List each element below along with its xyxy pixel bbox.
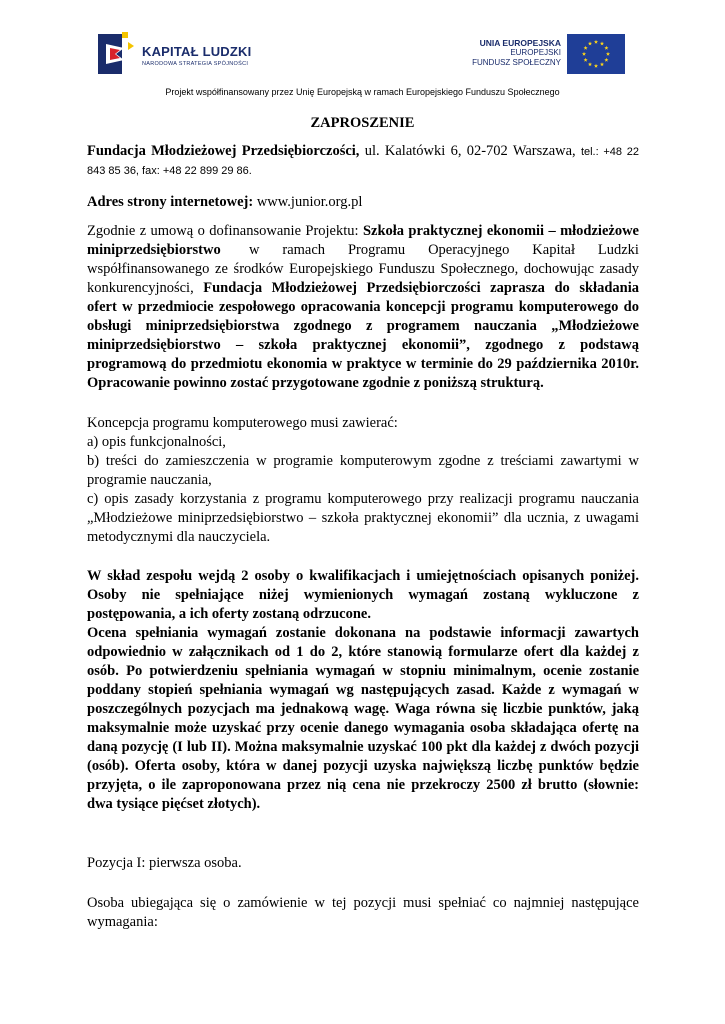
team-line-4: Ocena spełniania wymagań zostanie dokonana na podstawie informacji zawartych [87,625,639,641]
kapital-ludzki-emblem-icon [98,30,134,76]
website-url: www.junior.org.pl [253,194,363,210]
organization-name: Fundacja Młodzieżowej Przedsiębiorczości, [87,143,360,159]
intro-line-3: współfinansowanego ze środków Europejskiego Funduszu Społecznego, dochowując zasady [87,261,639,277]
team-line-1: W skład zespołu wejdą 2 osoby o kwalifikacjach i umiejętnościach opisanych poniżej. [87,568,639,584]
team-line-5: odpowiednio w załącznikach od 1 do 2, które stanowią formularze ofert dla każdej z [87,644,639,660]
intro-text-4: konkurencyjności, [87,280,204,296]
concept-item-b: b) treści do zamieszczenia w programie komputerowym zgodne z treściami zawartymi w [87,453,639,469]
position-1-line-2: wymagania: [87,914,158,930]
intro-program-word: Kapitał [532,242,575,258]
organization-line-1 [87,142,639,162]
intro-program-word: ramach [282,242,326,258]
intro-line-6: obsługi miniprzedsiębiorstwa zgodnego z programem nauczania „Młodzieżowe [87,318,639,334]
intro-paragraph [87,222,639,393]
team-line-8: poszczególnych pozycjach ma jednakową wagę. Waga równa się liczbie punktów, jaką [87,701,639,717]
organization-phone-fax: 843 85 36, fax: +48 22 899 29 86. [87,165,252,177]
team-paragraph [87,567,639,814]
intro-line-1 [87,222,639,241]
position-1-paragraph [87,894,639,932]
team-line-9: maksymalnie może uzyskać przy ocenie danego wymagania osoba składająca ofertę na [87,720,639,736]
cofinancing-note: Projekt współfinansowany przez Unię Europejską w ramach Europejskiego Funduszu Społecznego [165,87,560,97]
eu-logo-line1: UNIA EUROPEJSKA [479,38,561,48]
intro-program-word: Operacyjnego [428,242,510,258]
position-1-heading: Pozycja I: pierwsza osoba. [87,855,242,871]
team-line-2: Osoby nie spełniające niżej wymienionych wymagań zostaną wykluczone z [87,587,639,603]
team-line-6: osób. Po potwierdzeniu spełniania wymagań w stopniu minimalnym, ocenie zostanie [87,663,639,679]
project-name: Szkoła praktycznej ekonomii – młodzieżowe [362,223,639,239]
intro-program [249,241,639,260]
team-line-3: postępowania, a ich oferty zostaną odrzucone. [87,606,371,622]
website-label: Adres strony internetowej: [87,194,254,210]
concept-item-c-end: metodycznymi dla nauczyciela. [87,529,271,545]
team-line-10: daną pozycję (I lub II). Można maksymalnie uzyskać 100 pkt dla każdej z dwóch pozycji [87,739,639,755]
intro-line-4 [87,279,639,298]
team-line-13: dwa tysiące pięćset złotych). [87,796,261,812]
intro-line-5: ofert w przedmiocie zespołowego opracowania koncepcji programu komputerowego do [87,299,639,315]
eu-logo-line2: EUROPEJSKI [510,48,561,57]
eu-logo-text [472,38,561,68]
eu-flag-icon [567,34,625,74]
organization-block [87,142,639,181]
intro-line-7: miniprzedsiębiorstwo – szkoła praktycznej ekonomii”, zgodnego z podstawą [87,337,639,353]
team-line-12: przyjęta, o ile zaproponowana przez nią cena nie przekroczy 2500 zł brutto (słownie: [87,777,639,793]
organization-address: ul. Kalatówki 6, 02-702 Warszawa, [359,143,581,159]
intro-text: Zgodnie z umową o dofinansowanie Projektu: [87,223,363,239]
concept-item-b-cont: programie nauczania, [87,472,212,488]
intro-program-word: Ludzki [597,242,639,258]
intro-line-8: programową do przedmiotu ekonomia w praktyce w terminie do 29 października 2010r. [87,356,639,372]
intro-line-9: Opracowanie powinno zostać przygotowane zgodnie z poniższą strukturą. [87,375,544,391]
invitation-statement: Fundacja Młodzieżowej Przedsiębiorczości zaprasza do składania [203,280,639,296]
website-line [87,193,639,212]
team-line-11: (osób). Oferta osoby, która w danej pozycji uzyska największą liczbę punktów będzie [87,758,639,774]
intro-line-2 [87,241,639,260]
document-title: ZAPROSZENIE [310,115,415,131]
kapital-ludzki-logo [98,30,252,82]
intro-program-word: w [249,242,260,258]
kapital-ludzki-title: KAPITAŁ LUDZKI [142,44,252,59]
intro-program-word: Programu [347,242,406,258]
eu-logo [455,32,625,78]
kapital-ludzki-subtitle: NARODOWA STRATEGIA SPÓJNOŚCI [142,61,249,67]
eu-logo-line3: FUNDUSZ SPOŁECZNY [472,58,561,67]
concept-item-c: c) opis zasady korzystania z programu komputerowego przy realizacji programu nauczania [87,491,639,507]
concept-paragraph [87,414,639,547]
concept-item-c-cont: „Młodzieżowe miniprzedsiębiorstwo – szkoła praktycznej ekonomii” dla ucznia, z uwagami [87,510,639,526]
organization-tel: tel.: +48 22 [580,146,639,158]
concept-line-1: Koncepcja programu komputerowego musi zawierać: [87,415,398,431]
project-name-cont: miniprzedsiębiorstwo [87,242,221,258]
team-line-7: poddany stopień spełniania wymagań wg następujących zasad. Każde z wymagań w [87,682,639,698]
concept-item-a: a) opis funkcjonalności, [87,434,226,450]
position-1-line-1: Osoba ubiegająca się o zamówienie w tej pozycji musi spełniać co najmniej następujące [87,895,639,911]
